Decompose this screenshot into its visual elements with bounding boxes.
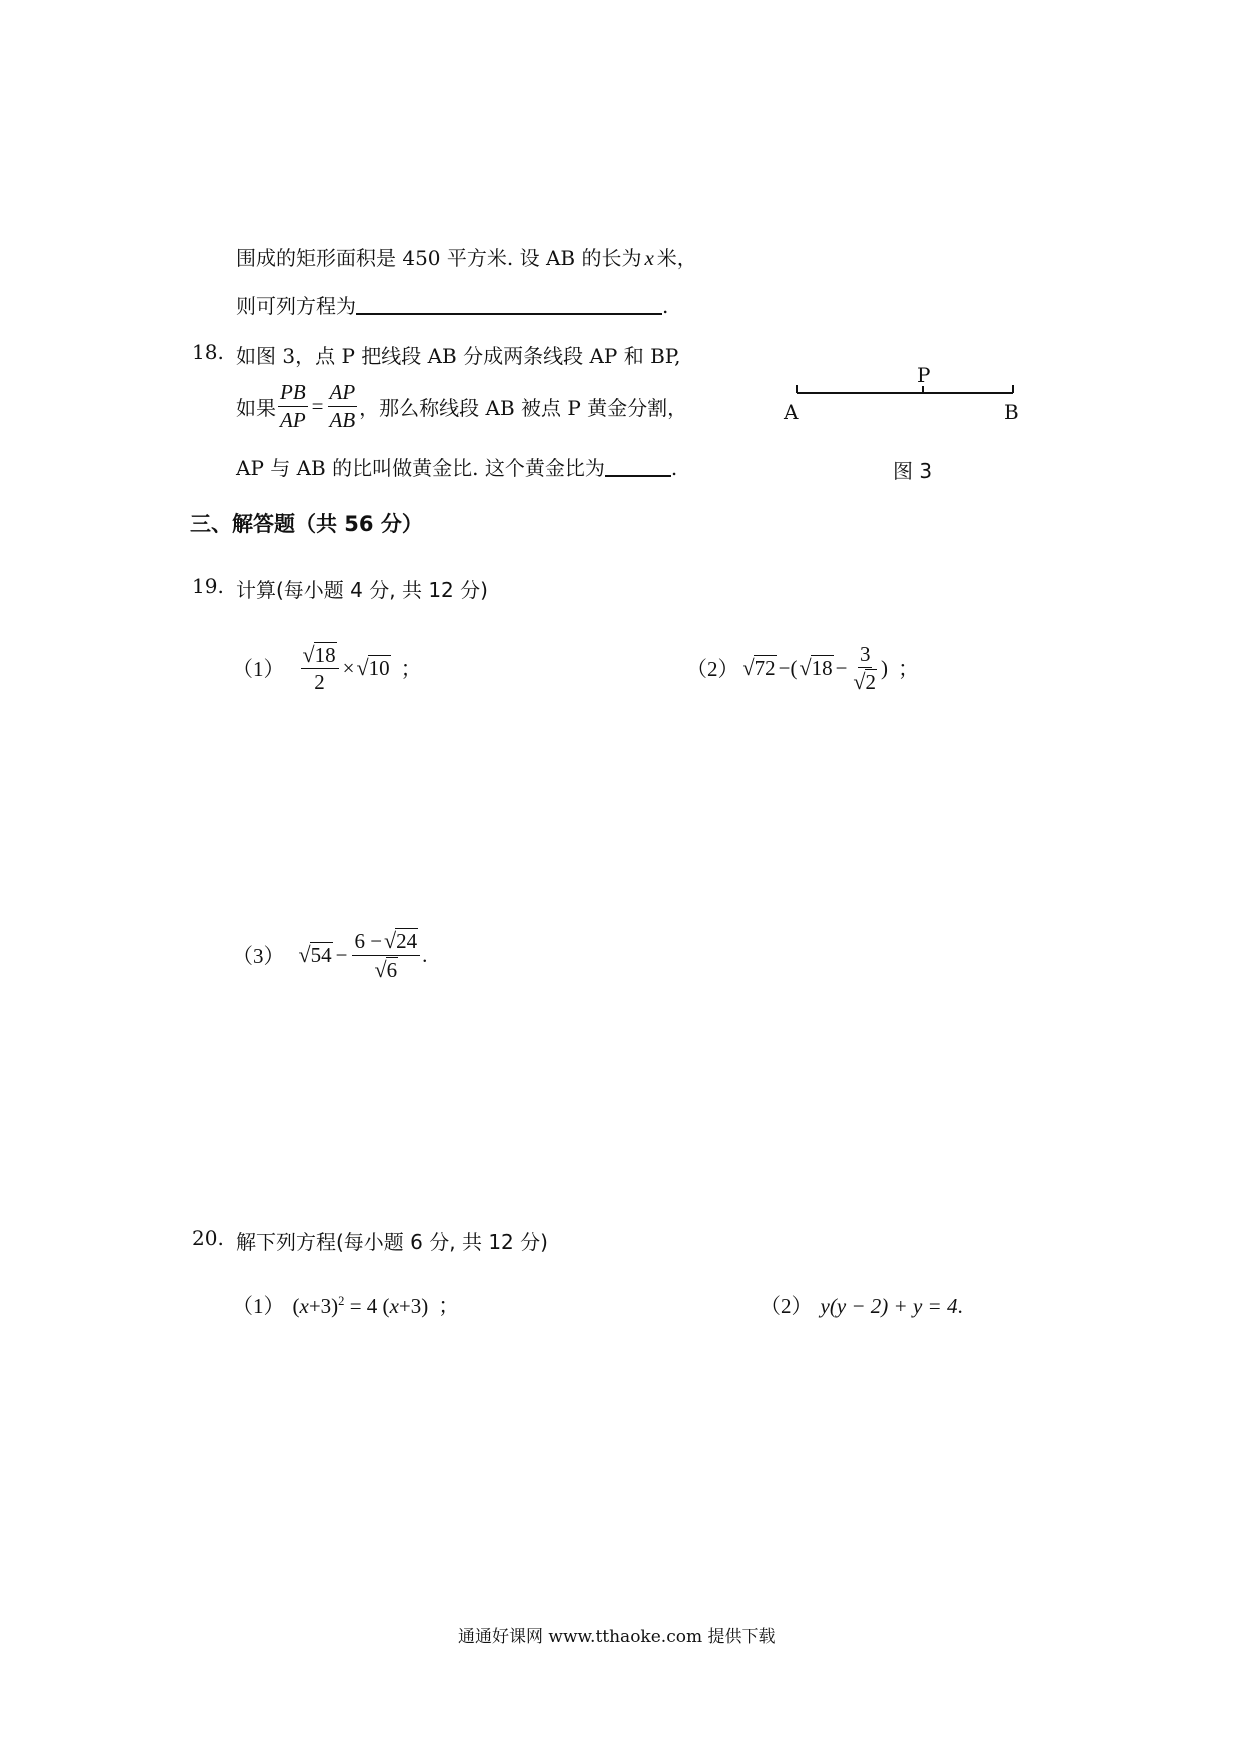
q19-p2-semicolon: ； [898,657,920,681]
q19-p1-semicolon: ； [400,657,422,681]
q20-p2-expression: y(y − 2) + y = 4 [820,1294,958,1318]
q18-line2 [236,378,687,434]
q19-p2-den-radicand: 2 [865,669,877,694]
q20-p1-x2: x [389,1294,399,1318]
q17-text-a: 围成的矩形面积是 450 平方米. 设 AB 的长为 [236,246,642,270]
q19-p1-times: × [342,655,355,680]
q19-p3-radicand1: 54 [310,943,332,967]
label-b: B [1004,400,1019,424]
q19-number: 19. [192,574,224,598]
q19-p3-num-six: 6 − [354,929,383,954]
q19-p2-radicand2: 18 [811,656,833,680]
q20-title: 解下列方程(每小题 6 分, 共 12 分) [236,1230,548,1254]
q19-p3-den-radicand: 6 [386,957,398,982]
footer-source: 通通好课网 www.tthaoke.com 提供下载 [458,1627,776,1647]
q19-part3 [232,924,427,986]
q20-p2-period: . [957,1294,963,1318]
q18-frac2-num: AP [328,381,358,406]
q20-part1 [232,1290,459,1320]
q19-part2 [686,638,919,698]
q19-p2-sqrt18: √18 [799,655,833,680]
q18-frac2-den: AB [329,407,356,432]
q18-period: . [670,456,678,480]
q19-p1-radicand: 18 [314,642,336,667]
q19-p3-minus: − [335,942,348,967]
q18-frac-pb-ap [278,381,308,430]
q19-p3-label: （3） [232,944,285,968]
q19-p2-close-paren: ) [881,655,889,680]
q20-p1-semicolon: ； [438,1294,460,1318]
q19-p2-fraction [851,643,879,693]
q19-p2-sqrt2: √2 [853,668,877,694]
figure-3-segment [775,360,1035,420]
section-heading: 三、解答题（共 56 分） [190,512,423,536]
q19-p2-sqrt72: √72 [742,655,776,680]
q18-equals: = [311,393,324,418]
q20-p1-label: （1） [232,1294,285,1318]
q19-p2-radicand1: 72 [754,656,776,680]
q18-number: 18. [192,340,224,364]
figure-caption: 图 3 [893,459,933,483]
q18-golden-ratio-text: AP 与 AB 的比叫做黄金比. 这个黄金比为 [236,456,605,480]
q17-variable: x [644,246,654,270]
q20-number: 20. [192,1226,224,1250]
q19-part1 [232,638,422,698]
q20-p1-plus3: +3) [308,1294,339,1318]
q19-p1-sqrt10: √10 [356,655,390,680]
q20-p1-plus3-b: +3) [398,1294,429,1318]
q17-answer-blank[interactable] [356,295,662,315]
q18-frac-ap-ab [328,381,358,430]
q17-text-b: 米， [656,246,697,270]
q19-p2-minus: − [835,655,848,680]
q19-p3-sqrt24: √24 [384,928,418,954]
q19-p1-denominator: 2 [314,670,325,695]
q18-line3 [236,452,677,481]
q20-p1-x: x [299,1294,309,1318]
q20-p1-exponent: 2 [338,1294,345,1308]
q18-frac1-den: AP [280,407,306,432]
q17-period: . [662,294,669,318]
label-p: P [917,363,931,387]
q19-title: 计算(每小题 4 分, 共 12 分) [236,578,488,602]
q17-line2 [236,290,668,319]
q19-p3-sqrt54: √54 [298,942,332,967]
q19-p1-radicand2: 10 [368,656,390,680]
q19-p2-minus-paren: −( [778,655,798,680]
q20-p1-equals: = 4 ( [344,1294,390,1318]
q18-golden-text: ，那么称线段 AB 被点 P 黄金分割， [359,395,688,420]
q19-p1-label: （1） [232,657,285,681]
q19-p3-fraction [352,929,420,980]
q18-if: 如果 [236,395,276,420]
q19-p3-num-radicand: 24 [396,929,418,954]
label-a: A [784,400,799,424]
q19-p1-fraction [301,643,339,693]
q17-line1 [236,242,697,271]
q18-line1: 如图 3，点 P 把线段 AB 分成两条线段 AP 和 BP, [236,344,681,368]
q20-p2-label: （2） [760,1294,813,1318]
q19-p3-period: . [422,942,428,967]
q19-p2-numerator: 3 [858,643,873,668]
q19-p1-sqrt18: √18 [302,641,336,667]
q19-p2-label: （2） [686,657,739,681]
q18-answer-blank[interactable] [605,457,671,477]
q17-prompt: 则可列方程为 [236,294,356,318]
q18-frac1-num: PB [278,381,308,406]
q19-p3-sqrt6: √6 [374,956,398,982]
q20-part2 [760,1290,963,1320]
q20-p1-open: ( [292,1294,300,1318]
